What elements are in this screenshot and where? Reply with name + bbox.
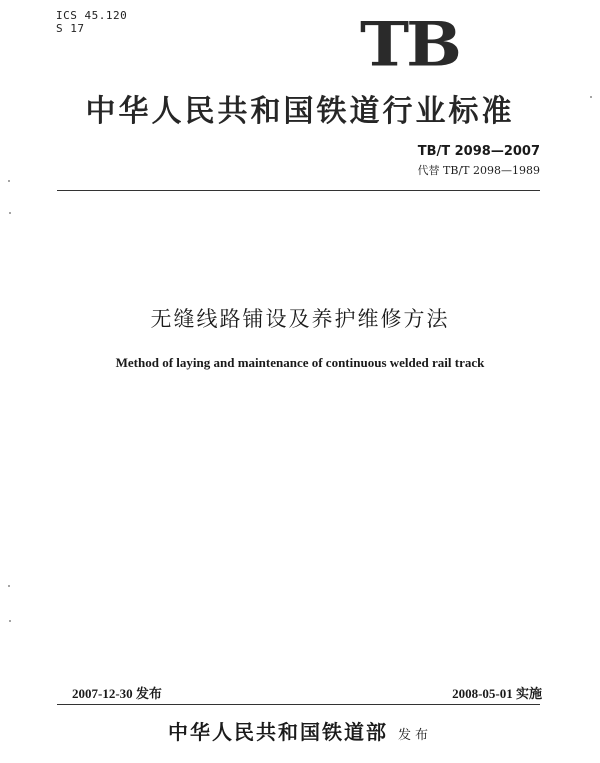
bottom-divider: [57, 704, 540, 705]
scan-speck: [9, 620, 11, 622]
publisher-name: 中华人民共和国铁道部: [167, 720, 388, 744]
top-divider: [57, 190, 540, 191]
effective-date: 2008-05-01 实施: [452, 686, 542, 701]
scan-speck: [590, 96, 592, 98]
standard-code: TB/T 2098—2007: [417, 144, 540, 159]
replaces-code: 代替 TB/T 2098—1989: [417, 164, 540, 177]
tb-logo: TB: [360, 8, 459, 81]
scan-speck: [9, 212, 11, 214]
document-title-chinese: 无缝线路铺设及养护维修方法: [150, 307, 450, 331]
classification-block: [56, 9, 127, 35]
scan-speck: [8, 585, 10, 587]
publisher-verb: 发布: [397, 728, 432, 743]
ics-number: ICS 45.120: [56, 9, 128, 22]
publisher-line: [0, 718, 600, 750]
scan-speck: [8, 180, 10, 182]
standard-type-heading: 中华人民共和国铁道行业标准: [85, 94, 515, 129]
ccs-number: S 17: [56, 22, 85, 35]
document-title-english: Method of laying and maintenance of continuous welded rail track: [115, 355, 485, 370]
issue-date: 2007-12-30 发布: [72, 686, 162, 701]
